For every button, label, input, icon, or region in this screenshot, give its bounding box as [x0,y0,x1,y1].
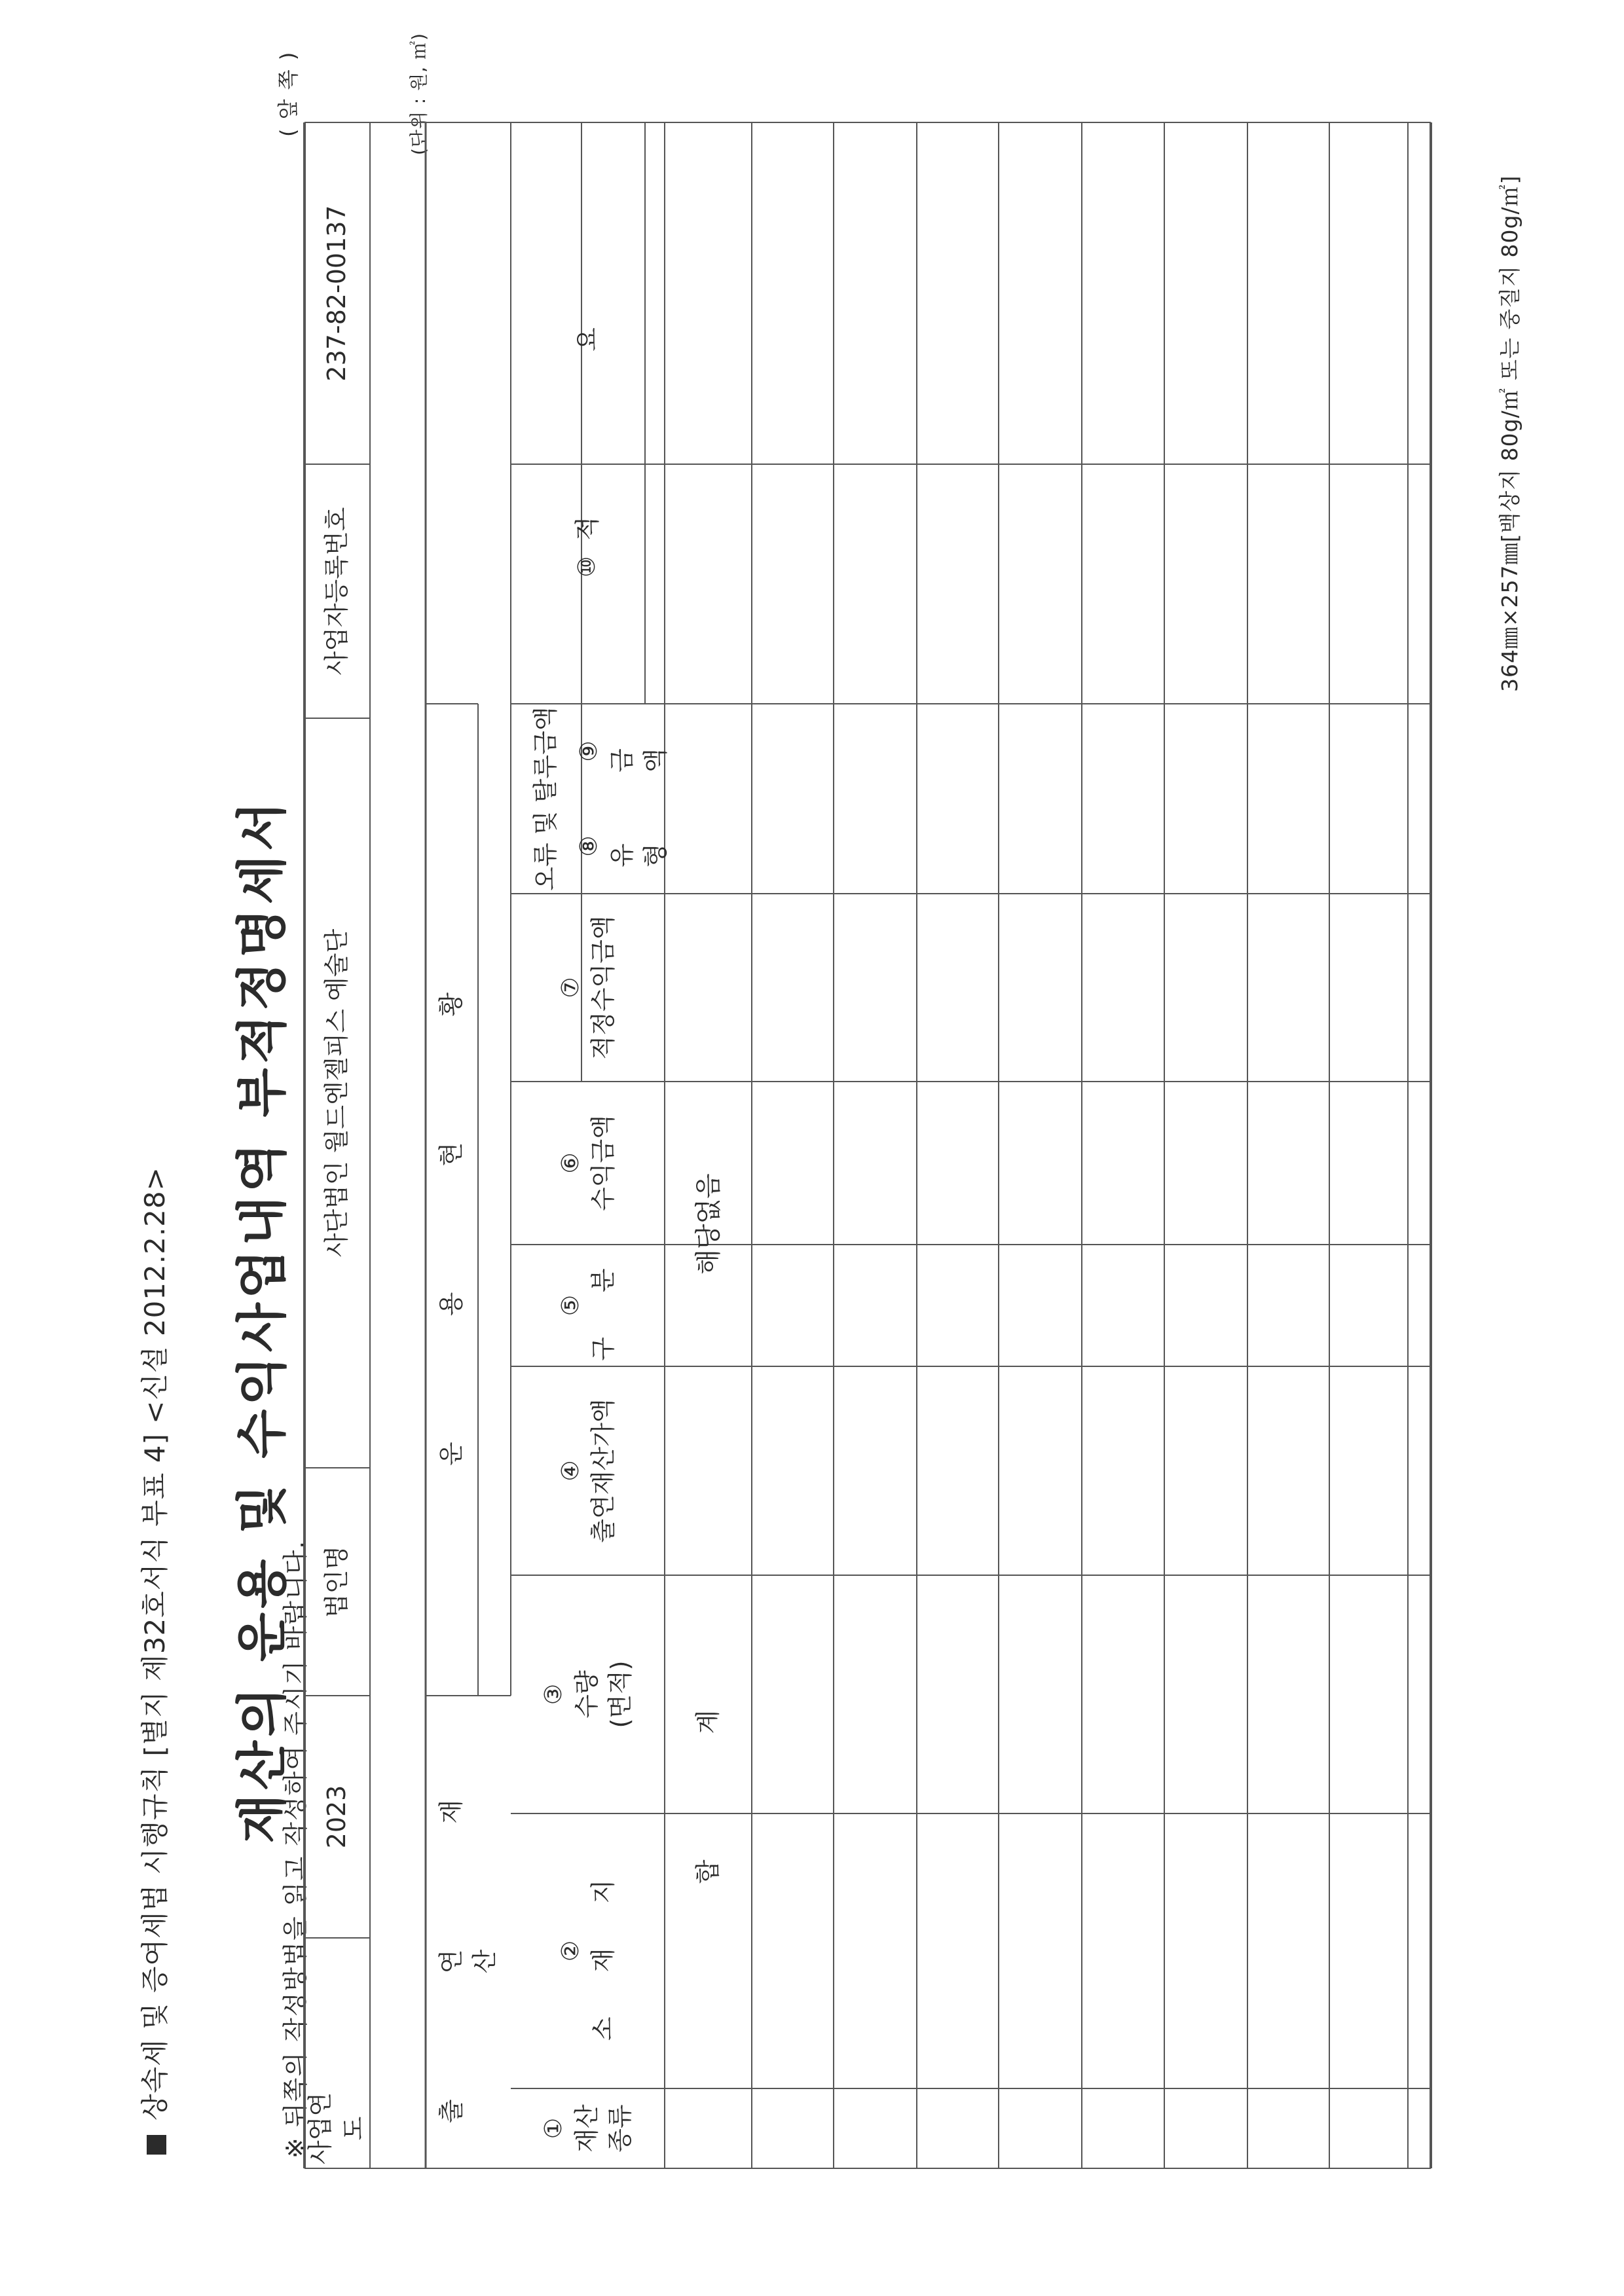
col-revenue: ⑥ 수익금액 [557,1115,618,1211]
paper-spec-footer: 364㎜×257㎜[백상지 80g/㎡ 또는 중질지 80g/㎡] [1497,175,1522,692]
total-row-label: 합 계 [693,1650,722,1884]
col-donated-value: ④ 출연재산가액 [557,1398,618,1543]
total-row-note: 해당없음 [693,1173,724,1275]
year-label: 사업연도 [305,2092,368,2165]
year-value: 2023 [322,1785,352,1849]
law-reference: 상속세 및 증여세법 시행규칙 [별지 제32호서식 부표 4] <신설 2012.2.28> [134,1167,173,2155]
col-error-amount: ⑨ 금 액 [575,730,670,773]
unit-note: (단위 : 원, ㎡) [408,32,430,155]
col-proper-revenue: ⑦ 적정수익금액 [557,915,618,1060]
col-category: ⑤ 구 분 [557,1250,618,1361]
donated-property-header: 출 연 재 산 [436,1740,499,2124]
bizno-label: 사업자등록번호 [322,507,352,676]
bizno-value: 237-82-00137 [322,205,352,382]
page-side-label: ( 앞 쪽 ) [276,50,301,137]
col-property-type: ① 재산 종류 [540,2104,635,2153]
col-error-type: ⑧ 유 형 [575,825,670,867]
col-location: ② 소 재 지 [557,1861,618,2041]
col-quantity: ③ 수량 (면적) [540,1660,635,1728]
error-omission-header: 오류 및 탈루금액 [531,706,561,891]
col-remarks: ⑩ 적 요 [572,249,602,577]
corp-name-value: 사단법인 월드엔젤피스 예술단 [322,928,352,1258]
form-title: 재산의 운용 및 수익사업내역 부적정명세서 [233,797,292,1844]
instruction-notice: ※ 뒤쪽의 작성방법을 읽고 작성하여 주시기 바랍니다. [281,1539,310,2159]
corp-name-label: 법인명 [322,1545,352,1618]
operation-status-header: 운 용 현 황 [437,933,466,1467]
